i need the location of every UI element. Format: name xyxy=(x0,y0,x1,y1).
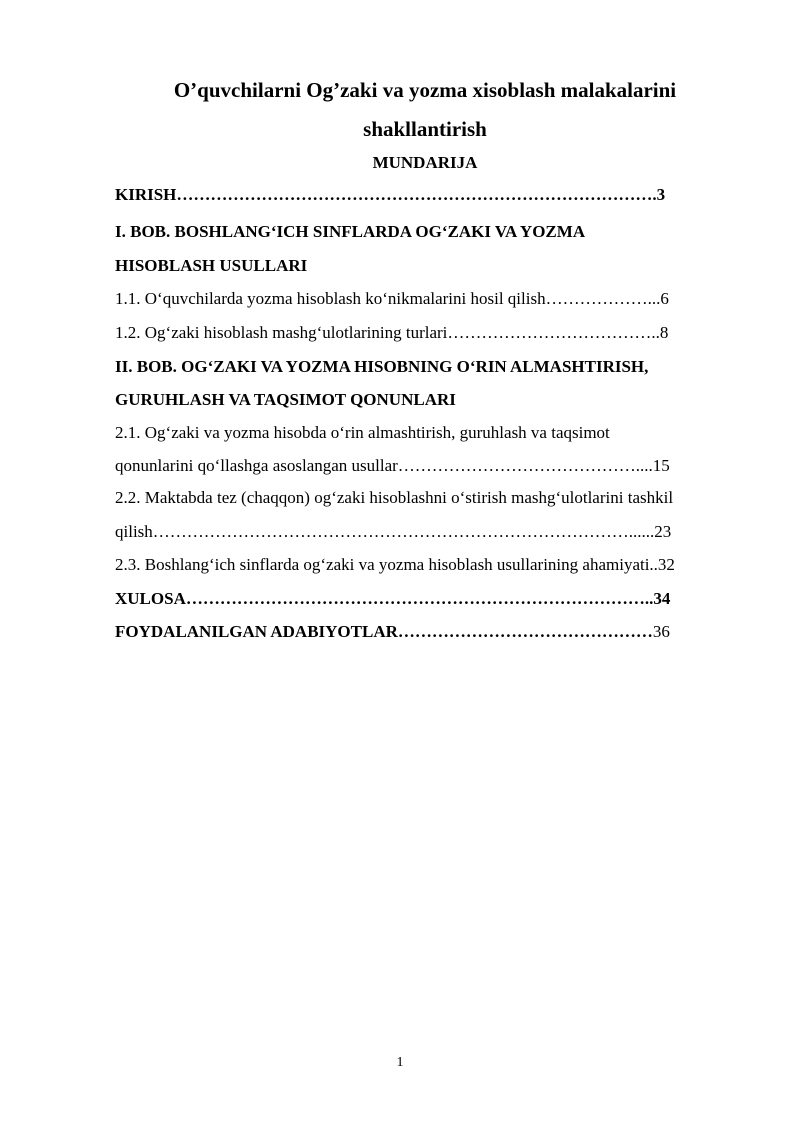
toc-entry-2-3: 2.3. Boshlang‘ich sinflarda og‘zaki va yozma hisoblash usullarining ahamiyati..32 xyxy=(115,555,675,574)
toc-entry-references-page: 36 xyxy=(652,622,670,641)
toc-chapter-1-heading-line-2: HISOBLASH USULLARI xyxy=(115,256,308,275)
page-number: 1 xyxy=(396,1055,404,1070)
toc-entry-conclusion: XULOSA………………………………………………………………………..34 xyxy=(115,589,671,608)
toc-chapter-2-heading-line-2: GURUHLASH VA TAQSIMOT QONUNLARI xyxy=(115,390,456,409)
toc-chapter-2-heading-line-1: II. BOB. OG‘ZAKI VA YOZMA HISOBNING O‘RIN ALMASHTIRISH, xyxy=(115,357,649,376)
toc-entry-introduction: KIRISH………………………………………………………………………….3 xyxy=(115,185,666,204)
toc-entry-1-1: 1.1. O‘quvchilarda yozma hisoblash ko‘nikmalarini hosil qilish………………...6 xyxy=(115,289,669,308)
contents-heading: MUNDARIJA xyxy=(372,153,478,172)
toc-entry-2-2-line-1: 2.2. Maktabda tez (chaqqon) og‘zaki hisoblashni o‘stirish mashg‘ulotlarini tashkil xyxy=(115,488,674,507)
toc-entry-references-label: FOYDALANILGAN ADABIYOTLAR……………………………………… xyxy=(115,622,653,641)
document-title-line-2: shakllantirish xyxy=(363,117,487,141)
toc-entry-2-1-line-1: 2.1. Og‘zaki va yozma hisobda o‘rin almashtirish, guruhlash va taqsimot xyxy=(115,423,610,442)
toc-entry-2-2-line-2: qilish…………………………………………………………………………......23 xyxy=(115,522,672,541)
toc-entry-1-2: 1.2. Og‘zaki hisoblash mashg‘ulotlarining turlari………………………………..8 xyxy=(115,323,669,342)
toc-entry-2-1-line-2: qonunlarini qo‘llashga asoslangan usullar……………………………………....15 xyxy=(115,456,670,475)
toc-chapter-1-heading-line-1: I. BOB. BOSHLANG‘ICH SINFLARDA OG‘ZAKI VA YOZMA xyxy=(115,222,586,241)
toc-entry-references xyxy=(115,622,670,642)
document-title-line-1: O’quvchilarni Og’zaki va yozma xisoblash malakalarini xyxy=(173,78,677,102)
